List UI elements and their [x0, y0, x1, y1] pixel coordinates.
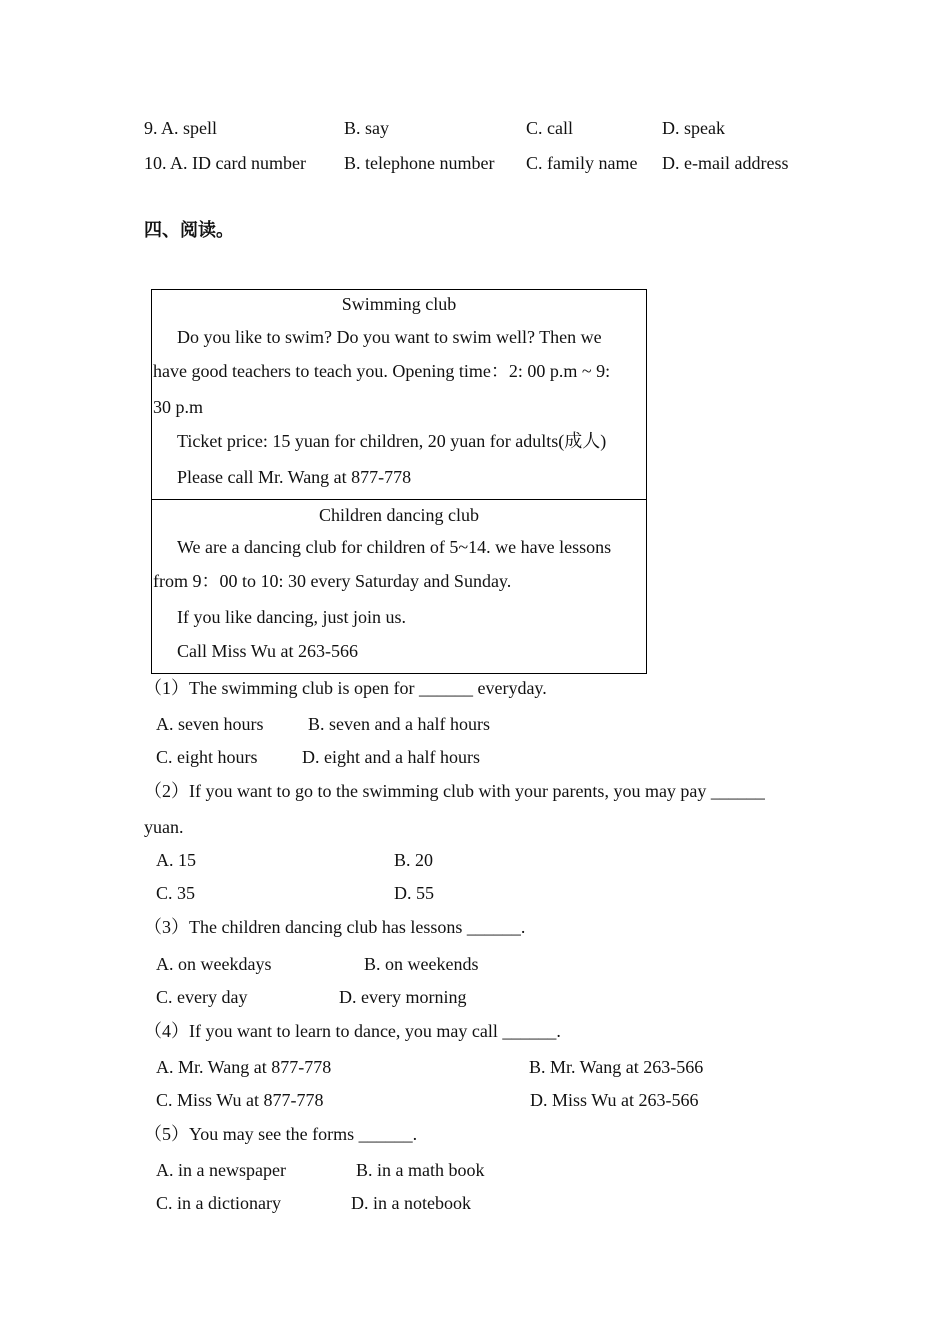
question-4-option-b: B. Mr. Wang at 263-566 — [529, 1057, 704, 1077]
swimming-line-3: 30 p.m — [153, 397, 204, 417]
question-3-stem: （3）The children dancing club has lessons ______. — [144, 917, 526, 937]
question-2-option-b: B. 20 — [394, 850, 434, 870]
question-3-option-d: D. every morning — [339, 987, 467, 1007]
q10-option-a: 10. A. ID card number — [144, 153, 306, 173]
question-3-option-c: C. every day — [156, 987, 248, 1007]
q9-option-b: B. say — [344, 118, 389, 138]
dancing-line-2: from 9：00 to 10: 30 every Saturday and Sunday. — [153, 571, 512, 591]
q10-option-b: B. telephone number — [344, 153, 495, 173]
question-3-option-b: B. on weekends — [364, 954, 479, 974]
question-1-option-a: A. seven hours — [156, 714, 264, 734]
question-2-option-d: D. 55 — [394, 883, 434, 903]
q10-option-c: C. family name — [526, 153, 638, 173]
question-5-option-d: D. in a notebook — [351, 1193, 471, 1213]
question-4-option-d: D. Miss Wu at 263-566 — [530, 1090, 699, 1110]
dancing-line-4: Call Miss Wu at 263-566 — [177, 641, 358, 661]
question-1-option-c: C. eight hours — [156, 747, 258, 767]
swimming-line-1: Do you like to swim? Do you want to swim well? Then we — [177, 327, 602, 347]
swimming-line-2: have good teachers to teach you. Opening time：2: 00 p.m ~ 9: — [153, 361, 611, 381]
question-2-option-a: A. 15 — [156, 850, 196, 870]
question-2-stem: （2）If you want to go to the swimming club with your parents, you may pay ______ — [144, 781, 765, 801]
question-4-stem: （4）If you want to learn to dance, you may call ______. — [144, 1021, 561, 1041]
question-4-option-c: C. Miss Wu at 877-778 — [156, 1090, 324, 1110]
dancing-line-3: If you like dancing, just join us. — [177, 607, 406, 627]
q9-option-c: C. call — [526, 118, 573, 138]
question-5-option-c: C. in a dictionary — [156, 1193, 281, 1213]
question-5-stem: （5）You may see the forms ______. — [144, 1124, 418, 1144]
question-3-option-a: A. on weekdays — [156, 954, 272, 974]
section-heading: 四、阅读。 — [144, 220, 234, 241]
question-1-option-d: D. eight and a half hours — [302, 747, 480, 767]
question-5-option-a: A. in a newspaper — [156, 1160, 286, 1180]
question-1-stem: （1）The swimming club is open for ______ everyday. — [144, 678, 547, 698]
q9-option-d: D. speak — [662, 118, 725, 138]
swimming-line-4: Ticket price: 15 yuan for children, 20 yuan for adults(成人) — [177, 431, 607, 451]
q10-option-d: D. e-mail address — [662, 153, 789, 173]
question-4-option-a: A. Mr. Wang at 877-778 — [156, 1057, 332, 1077]
question-2-stem-continued: yuan. — [144, 817, 184, 837]
q9-option-a: 9. A. spell — [144, 118, 218, 138]
dancing-line-1: We are a dancing club for children of 5~14. we have lessons — [177, 537, 612, 557]
swimming-club-title: Swimming club — [341, 294, 457, 314]
question-1-option-b: B. seven and a half hours — [308, 714, 490, 734]
dancing-club-title: Children dancing club — [319, 505, 479, 525]
question-2-option-c: C. 35 — [156, 883, 196, 903]
swimming-line-5: Please call Mr. Wang at 877-778 — [177, 467, 412, 487]
question-5-option-b: B. in a math book — [356, 1160, 485, 1180]
notice-divider — [151, 499, 647, 500]
